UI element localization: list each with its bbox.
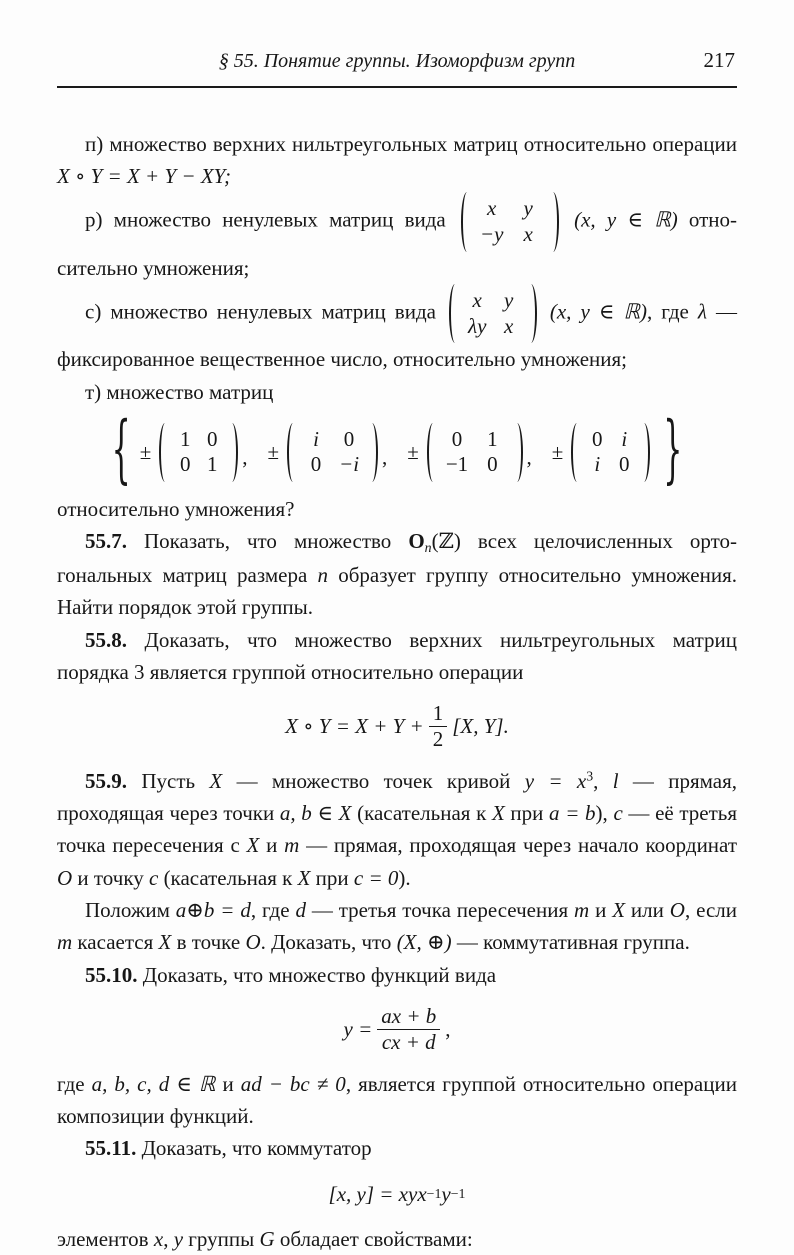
text-run: с) множество ненулевых матриц вида — [85, 299, 445, 324]
math-run: X — [491, 801, 505, 826]
matrix-2x2 — [427, 423, 523, 482]
text-run: образует группу относительно умножения. Найти порядок этой группы. — [57, 562, 738, 620]
text-run: (касательная к — [351, 801, 492, 826]
text-run: где — [57, 1071, 92, 1096]
matrix-cell: λy — [467, 313, 487, 338]
problem-55-10-b — [57, 1068, 737, 1133]
text-run: Положим — [85, 898, 176, 923]
math-run: X — [158, 930, 172, 955]
math-run: c — [613, 801, 623, 826]
right-paren — [512, 423, 523, 482]
chapter-title: § 55. Понятие группы. Изоморфизм групп — [218, 50, 576, 72]
problem-55-10 — [57, 959, 737, 991]
text-run: группы — [183, 1226, 260, 1251]
matrix-cell: 0 — [206, 426, 218, 451]
matrix-2x2 — [461, 192, 559, 251]
left-paren — [287, 423, 298, 482]
matrix-cell: 0 — [487, 452, 498, 477]
text-run: Доказать, что коммутатор — [136, 1136, 372, 1161]
problem-item-p — [57, 128, 737, 193]
problem-number: 55.9. — [85, 768, 127, 793]
plus-minus-sign: ± — [551, 440, 564, 465]
math-run: [X, Y]. — [452, 714, 509, 739]
math-run: λ — [697, 299, 707, 324]
matrix-cell: 1 — [487, 426, 498, 451]
problem-number: 55.11. — [85, 1136, 137, 1161]
matrix-2x2 — [571, 423, 650, 482]
matrix-cell: i — [621, 426, 628, 451]
comma: , — [526, 445, 532, 470]
matrix-2x2 — [287, 423, 378, 482]
fraction — [377, 1004, 440, 1055]
matrix-cell: x — [503, 313, 514, 338]
problem-55-9-a — [57, 765, 737, 894]
math-run: [x, y] = xyx — [328, 1181, 427, 1206]
denominator: 2 — [429, 726, 448, 752]
text-run: Доказать, что множество верхних нильтреугольных матриц порядка 3 является группой относительно операции — [57, 627, 737, 684]
text-run: и — [589, 898, 613, 923]
math-run: x — [153, 1226, 164, 1251]
text-run: — её третья точка пересечения с — [57, 801, 738, 858]
math-run: a = b — [549, 801, 596, 826]
text-run: , если — [684, 898, 737, 923]
matrix-cell: x — [487, 196, 497, 221]
left-paren — [461, 192, 472, 251]
text-run: или — [625, 898, 670, 923]
comma: , — [445, 1017, 451, 1042]
text-run: и — [259, 833, 285, 858]
text-run: ), — [595, 801, 614, 826]
matrix-2x2 — [449, 284, 537, 343]
math-run: a, b ∈ X — [279, 801, 352, 826]
matrix-cell: 0 — [310, 452, 322, 477]
matrix-cell: y — [503, 288, 514, 312]
left-paren — [449, 284, 460, 343]
problem-number: 55.10. — [85, 962, 138, 987]
math-run: (X, ⊕) — [396, 930, 452, 955]
math-run: O — [245, 930, 261, 955]
left-paren — [159, 423, 170, 482]
right-brace: } — [663, 408, 683, 495]
text-run: относительно умножения; — [57, 207, 738, 280]
text-run: , где — [250, 898, 296, 923]
text-run: и точку — [72, 865, 149, 890]
math-run: (ℤ) — [431, 529, 461, 554]
set-entry — [552, 423, 655, 482]
math-run: O — [408, 529, 425, 554]
denominator: cx + d — [377, 1029, 440, 1055]
plus-minus-sign: ± — [139, 440, 152, 465]
math-run: y — [173, 1226, 184, 1251]
math-run: X ∘ Y = X + Y − XY; — [57, 164, 231, 189]
matrix-cell: 0 — [343, 426, 355, 451]
text-run: р) множество ненулевых матриц вида — [85, 207, 457, 232]
matrix-cell: 1 — [206, 452, 218, 477]
matrix-cell: 1 — [179, 426, 191, 451]
left-brace: { — [111, 408, 131, 495]
math-run: l — [612, 768, 619, 793]
text-run: при — [504, 801, 550, 826]
right-paren — [227, 423, 238, 482]
set-entry — [140, 423, 258, 482]
fraction — [429, 701, 448, 752]
text-run: — фиксированное вещественное число, относительно умножения; — [57, 299, 738, 372]
text-run: обладает свойствами: — [274, 1226, 473, 1251]
math-run: ad − bc ≠ 0 — [240, 1071, 346, 1096]
math-run: m — [57, 930, 73, 955]
matrix-set-display — [57, 408, 737, 495]
matrix-cell: −1 — [445, 452, 469, 477]
right-paren — [367, 423, 378, 482]
math-run: O — [669, 898, 685, 923]
equation-55-8 — [57, 701, 737, 752]
text-run: (касательная к — [158, 865, 298, 890]
matrix-cell: x — [523, 222, 533, 247]
math-run: y = — [343, 1017, 373, 1042]
math-run: m — [284, 833, 300, 858]
math-run: X — [209, 768, 223, 793]
text-run: . Доказать, что — [260, 930, 397, 955]
matrix-cell: 0 — [619, 452, 630, 477]
running-head — [57, 46, 737, 88]
set-entry — [267, 423, 397, 482]
math-run: a, b, c, d ∈ ℝ — [91, 1071, 216, 1096]
problem-55-9-b — [57, 894, 737, 959]
matrix-cell: 0 — [451, 426, 463, 451]
set-entry — [407, 423, 541, 482]
problem-55-11-b — [57, 1223, 737, 1255]
math-run: X — [297, 865, 311, 890]
text-run: , где — [647, 299, 698, 324]
text-run: Доказать, что множество функций вида — [137, 962, 497, 987]
math-run: (x, y ∈ ℝ) — [574, 207, 678, 232]
text-run: , — [163, 1226, 174, 1251]
text-run: и — [215, 1071, 241, 1096]
math-run: c — [148, 865, 159, 890]
math-run: c = 0 — [353, 865, 399, 890]
text-run: относительно умножения? — [57, 497, 295, 522]
right-paren — [526, 284, 537, 343]
superscript: −1 — [450, 1186, 466, 1202]
text-run: — третья точка пересечения — [305, 898, 574, 923]
superscript: 3 — [586, 768, 594, 784]
math-run: O — [57, 865, 73, 890]
problem-item-r — [57, 192, 737, 284]
numerator: 1 — [432, 701, 444, 726]
equation-55-11 — [57, 1178, 737, 1210]
equation-55-10 — [57, 1004, 737, 1055]
math-run: d — [295, 898, 306, 923]
text-run: т) множество матриц — [85, 379, 274, 404]
matrix-cell: i — [313, 426, 319, 451]
matrix-cell: 0 — [179, 452, 191, 477]
math-run: G — [259, 1226, 275, 1251]
text-run: Пусть — [127, 768, 210, 793]
right-paren — [548, 192, 559, 251]
text-run: при — [310, 865, 354, 890]
text-run: касается — [72, 930, 159, 955]
problem-item-t — [57, 376, 737, 408]
math-run: (x, y ∈ ℝ) — [549, 299, 647, 324]
problem-number: 55.7. — [85, 529, 127, 554]
plus-minus-sign: ± — [267, 440, 280, 465]
text-run: в точке — [171, 930, 246, 955]
text-run: п) множество верхних нильтреугольных матриц относительно операции — [85, 131, 737, 156]
math-run: a⊕b = d — [175, 898, 251, 923]
superscript: −1 — [426, 1186, 442, 1202]
matrix-cell: x — [472, 288, 482, 312]
problem-55-11 — [57, 1132, 737, 1164]
text-run: Показать, что множество — [127, 529, 409, 554]
math-run: X — [246, 833, 260, 858]
math-run: n — [317, 562, 329, 587]
math-run: m — [574, 898, 590, 923]
left-paren — [571, 423, 582, 482]
subscript: n — [424, 540, 432, 556]
matrix-cell: y — [523, 196, 533, 221]
after-set-line — [57, 493, 737, 525]
plus-minus-sign: ± — [407, 440, 419, 465]
problem-55-8 — [57, 624, 737, 689]
text-run: — прямая, проходящая через начало координат — [299, 833, 737, 858]
comma: , — [382, 445, 388, 470]
math-run: y = x — [524, 768, 587, 793]
problem-number: 55.8. — [85, 627, 127, 652]
math-run: y — [441, 1181, 451, 1206]
right-paren — [639, 423, 650, 482]
text-run: , является группой относительно операции композиции функций. — [57, 1071, 737, 1128]
numerator: ax + b — [381, 1004, 437, 1029]
matrix-2x2 — [159, 423, 238, 482]
left-paren — [427, 423, 438, 482]
problem-item-s — [57, 284, 737, 376]
matrix-cell: −i — [339, 452, 360, 477]
text-run: , — [593, 768, 613, 793]
math-run: X — [612, 898, 626, 923]
matrix-cell: 0 — [592, 426, 603, 451]
text-run: всех целочисленных ортогональных матриц размера — [57, 529, 737, 587]
text-run: — прямая, проходящая через точки — [57, 768, 738, 826]
text-run: ). — [398, 865, 411, 890]
page-number: 217 — [703, 48, 735, 73]
math-run: X ∘ Y = X + Y + — [285, 714, 424, 739]
text-run: элементов — [57, 1226, 154, 1251]
text-run: — множество точек кривой — [222, 768, 525, 793]
matrix-cell: −y — [479, 222, 504, 247]
matrix-cell: i — [594, 452, 601, 477]
comma: , — [242, 445, 248, 470]
text-run: — коммутативная группа. — [451, 930, 690, 955]
problem-55-7 — [57, 525, 737, 623]
